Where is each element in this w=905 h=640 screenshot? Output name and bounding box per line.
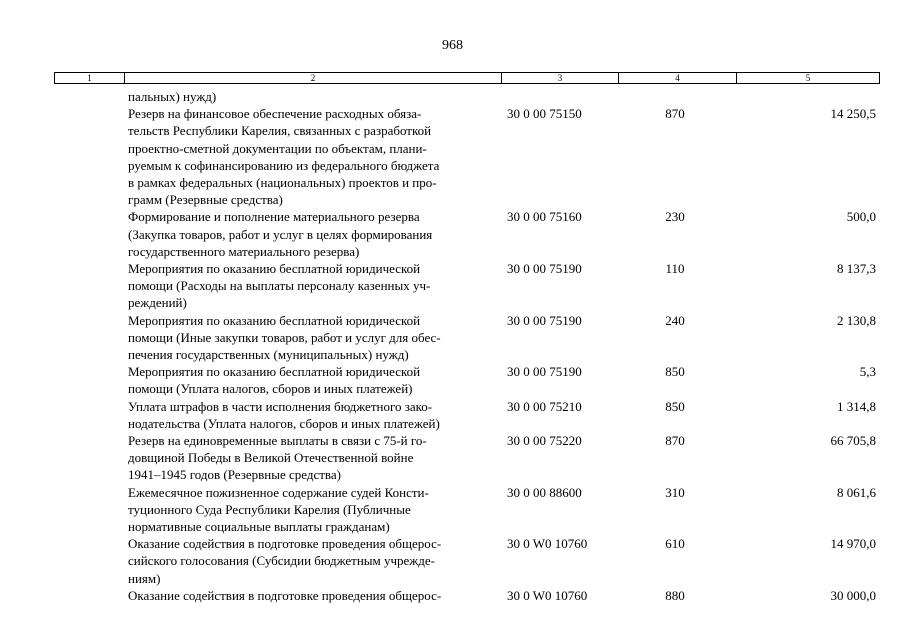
row-target-code: 30 0 00 75210 [507,398,582,414]
row-target-code: 30 0 00 75190 [507,312,582,328]
column-header-1: 1 [87,73,92,83]
table-row [0,484,905,536]
table-row [0,260,905,312]
row-description: Уплата штрафов в части исполнения бюджетного зако- нодательства (Уплата налогов, сборов и иных платежей) [128,398,440,431]
table-row [0,535,905,587]
row-expense-type: 880 [665,587,685,603]
row-amount: 8 061,6 [837,484,876,500]
page-number: 968 [442,38,463,53]
row-amount: 2 130,8 [837,312,876,328]
row-expense-type: 110 [665,260,685,276]
row-amount: 66 705,8 [830,432,876,448]
row-target-code: 30 0 00 75190 [507,364,582,380]
table-row [0,398,905,432]
row-description: Оказание содействия в подготовке проведения общерос- [128,587,442,603]
row-amount: 14 970,0 [830,536,876,552]
row-description: Оказание содействия в подготовке проведения общерос- сийского голосования (Субсидии бюджетным учрежде- ниям) [128,536,442,586]
table-row [0,312,905,364]
row-description: Резерв на финансовое обеспечение расходных обяза- тельств Республики Карелия, связанных с разработкой проектно-сметной документации по объектам, плани- руемым к софинансированию из федерального бюджета в рамках федеральных (национальных) проектов и про- грамм (Резервные средства) [128,106,440,208]
table-row [0,208,905,260]
row-amount: 1 314,8 [837,398,876,414]
column-header-4: 4 [675,73,680,83]
row-amount: 500,0 [846,209,876,225]
row-amount: 14 250,5 [830,106,876,122]
row-expense-type: 870 [665,432,685,448]
column-header-5: 5 [805,73,811,83]
row-target-code: 30 0 W0 10760 [507,536,588,552]
row-target-code: 30 0 00 75220 [507,432,582,448]
row-amount: 30 000,0 [830,587,876,603]
table-row [0,363,905,397]
row-amount: 5,3 [859,364,876,380]
row-target-code: 30 0 00 75160 [507,209,582,225]
row-description: Мероприятия по оказанию бесплатной юридической помощи (Уплата налогов, сборов и иных платежей) [128,364,421,397]
column-header-row [54,72,880,84]
row-expense-type: 850 [665,364,685,380]
row-description: Ежемесячное пожизненное содержание судей Консти- туционного Суда Республики Карелия (Публичные нормативные социальные выплаты гражданам) [128,484,429,534]
table-row [0,587,905,604]
row-expense-type: 240 [665,312,685,328]
column-header-2: 2 [310,73,316,83]
row-expense-type: 310 [665,484,685,500]
row-description: Резерв на единовременные выплаты в связи с 75-й го- довщиной Победы в Великой Отечественной войне 1941–1945 годов (Резервные средства) [128,432,427,483]
row-target-code: 30 0 00 75150 [507,106,582,122]
row-description: Мероприятия по оказанию бесплатной юридической помощи (Расходы на выплаты персоналу казенных уч- реждений) [128,260,431,311]
row-description: Формирование и пополнение материального резерва (Закупка товаров, работ и услуг в целях формирования государственного материального резерва) [128,209,433,259]
row-target-code: 30 0 00 75190 [507,260,582,276]
row-expense-type: 870 [665,106,685,122]
row-description: Мероприятия по оказанию бесплатной юридической помощи (Иные закупки товаров, работ и услуг для обес- печения государственных (муниципальных) нужд) [128,312,441,362]
row-expense-type: 230 [665,209,685,225]
table-row [0,105,905,208]
row-amount: 8 137,3 [837,260,876,276]
column-header-3: 3 [557,73,563,83]
continuation-row [0,88,905,105]
row-expense-type: 610 [665,536,685,552]
row-expense-type: 850 [665,398,685,414]
budget-table [0,88,905,604]
row-target-code: 30 0 W0 10760 [507,587,588,603]
table-row [0,432,905,484]
row-target-code: 30 0 00 88600 [507,484,582,500]
continuation-text: пальных) нужд) [128,89,217,104]
